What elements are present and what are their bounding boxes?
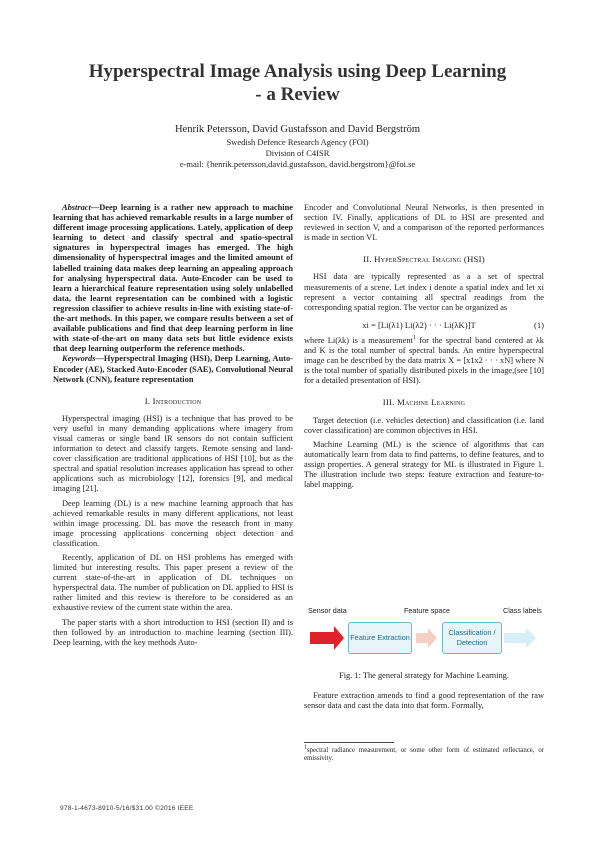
footnote-number: 1	[304, 744, 307, 751]
arrow-sensor-data	[310, 626, 344, 650]
ml-paragraph-1: Target detection (i.e. vehicles detection) and classification (i.e. land cover classification) are common objectives in HSI.	[304, 415, 544, 435]
footnote-ref[interactable]: 1	[412, 335, 416, 342]
label-sensor-data: Sensor data	[308, 606, 347, 615]
footnote-text: spectral radiance measurement, or some other form of estimated reflectance, or emissivity.	[304, 747, 544, 763]
intro-paragraph-3: Recently, application of DL on HSI problems has emerged with limited but interesting results. This paper present a review of the current state-of-the-art in application of DL techniques on hyperspectral data. The number of publication on DL applied to HSI is rather limited and this review is therefore to be considered as an exhaustive review of the current state within the area.	[53, 553, 293, 613]
feature-extraction-box: Feature Extraction	[348, 622, 412, 654]
arrow-class-labels	[504, 628, 536, 648]
author-email: e-mail: {henrik.petersson,david.gustafsson, david.bergstrom}@foi.se	[179, 159, 416, 169]
intro-paragraph-2: Deep learning (DL) is a new machine learning approach that has achieved remarkable results in many different applications, not least within image processing. DL has move the research front in many image processing applications concerning object detection and classification.	[53, 498, 293, 548]
abstract-text: —Deep learning is a rather new approach to machine learning that has achieved remarkable results in a large number of different image processing applications. Lately, application of deep learning to detect and classify spectral and spatio-spectral signatures in hyperspectral images has emerged. The high dimensionality of hyperspectral images and the limited amount of labelled training data makes deep learning an appealing approach for analysing hyperspectral data. Auto-Encoder can be used to learn a hierarchical feature representation using solely unlabelled data, the learnt representation can be combined with a logistic regression classifier to achieve results in-line with existing state-of-the-art methods. In this paper, we compare results between a set of available publications and find that deep learning perform in line with state-of-the-art on many data sets but little evidence exists that deep learning outperform the reference methods.	[53, 203, 293, 354]
abstract	[53, 203, 293, 354]
authors: Henrik Petersson, David Gustafsson and David Bergström	[174, 124, 421, 135]
feature-extraction-paragraph: Feature extraction amends to find a good representation of the raw sensor data and cast the data into that form. Formally,	[304, 691, 544, 711]
label-class-labels: Class labels	[503, 606, 542, 615]
equation-number: (1)	[533, 319, 544, 330]
hsi-paragraph-1: HSI data are typically represented as a a set of spectral measurements of a scene. Let index i denote a spatial index and let xi represent a vector containing all spectral readings from the corresponding spatial region. The vector can be organized as	[304, 272, 544, 312]
arrow-feature-space	[416, 628, 437, 648]
paper-title	[40, 60, 555, 106]
section-heading-ml: III. Machine Learning	[382, 397, 466, 408]
isbn-copyright: 978-1-4673-8910-5/16/$31.00 ©2016 IEEE	[60, 805, 194, 812]
equation-1	[304, 320, 544, 330]
title-line-2: - a Review	[255, 84, 340, 105]
hsi-paragraph-2b: for the spectral band centered at λk and K is the total number of spectral bands. An entire hyperspectral image can be described by the data matrix X = [x1x2 · · · xN] where N is the total number of spatially distributed pixels in the image,(see [10] for a detailed presentation of HSI).	[304, 335, 544, 386]
affiliation-block	[40, 137, 555, 170]
abstract-label: Abstract	[62, 203, 91, 212]
right-paragraph-continued: Encoder and Convolutional Neural Networks, is then presented in section IV. Finally, applications of DL to HSI are presented and reviewed in section V, and a comparison of the reported performances is made in section VI.	[304, 203, 544, 243]
intro-paragraph-1: Hyperspectral imaging (HSI) is a technique that has proved to be very useful in many demanding applications where imagery from visual cameras or single band IR sensors do not contain sufficient information to detect and classify targets. Remote sensing and land-cover classification are traditional applications of HSI [10], but as the spectral and spatial resolution increases application has spread to other applications such as microbiology [12], forensics [9], and medical imaging [21].	[53, 413, 293, 494]
keywords-label: Keywords	[62, 354, 96, 364]
right-column	[304, 203, 544, 490]
hsi-paragraph-2a: where Li(λk) is a measurement	[304, 335, 413, 345]
footnote	[304, 744, 544, 764]
intro-paragraph-4: The paper starts with a short introduction to HSI (section II) and is then followed by an introduction to machine learning (section III). Deep learning, with the key methods Auto-	[53, 617, 293, 647]
affiliation-org: Swedish Defence Research Agency (FOI)	[226, 137, 369, 147]
section-heading-hsi: II. HyperSpectral Imaging (HSI)	[363, 254, 485, 265]
hsi-paragraph-2	[304, 336, 544, 386]
feature-extraction-section	[304, 691, 544, 711]
keywords-text: —Hyperspectral Imaging (HSI), Deep Learning, Auto-Encoder (AE), Stacked Auto-Encoder (SAE), Convolutional Neural Network (CNN), feature representation	[53, 354, 293, 384]
title-line-1: Hyperspectral Image Analysis using Deep Learning	[88, 61, 507, 82]
affiliation-division: Division of C4ISR	[265, 148, 330, 158]
classification-detection-box: Classification / Detection	[442, 622, 502, 654]
figure-arrows	[304, 598, 544, 660]
footnote-rule	[304, 742, 394, 743]
keywords	[53, 354, 293, 384]
ml-paragraph-2: Machine Learning (ML) is the science of algorithms that can automatically learn from data to find patterns, to define features, and to assign properties. A general strategy for ML is illustrated in Figure 1. The illustration include two steps: feature extraction and feature-to-label mapping.	[304, 439, 544, 490]
left-column	[53, 203, 293, 648]
equation-body: xi = [Li(λ1) Li(λ2) · · · Li(λK)]T	[362, 319, 476, 330]
label-feature-space: Feature space	[404, 606, 450, 615]
figure-1	[304, 598, 544, 660]
figure-caption: Fig. 1: The general strategy for Machine Learning.	[339, 671, 509, 680]
section-heading-introduction: I. Introduction	[144, 395, 202, 406]
